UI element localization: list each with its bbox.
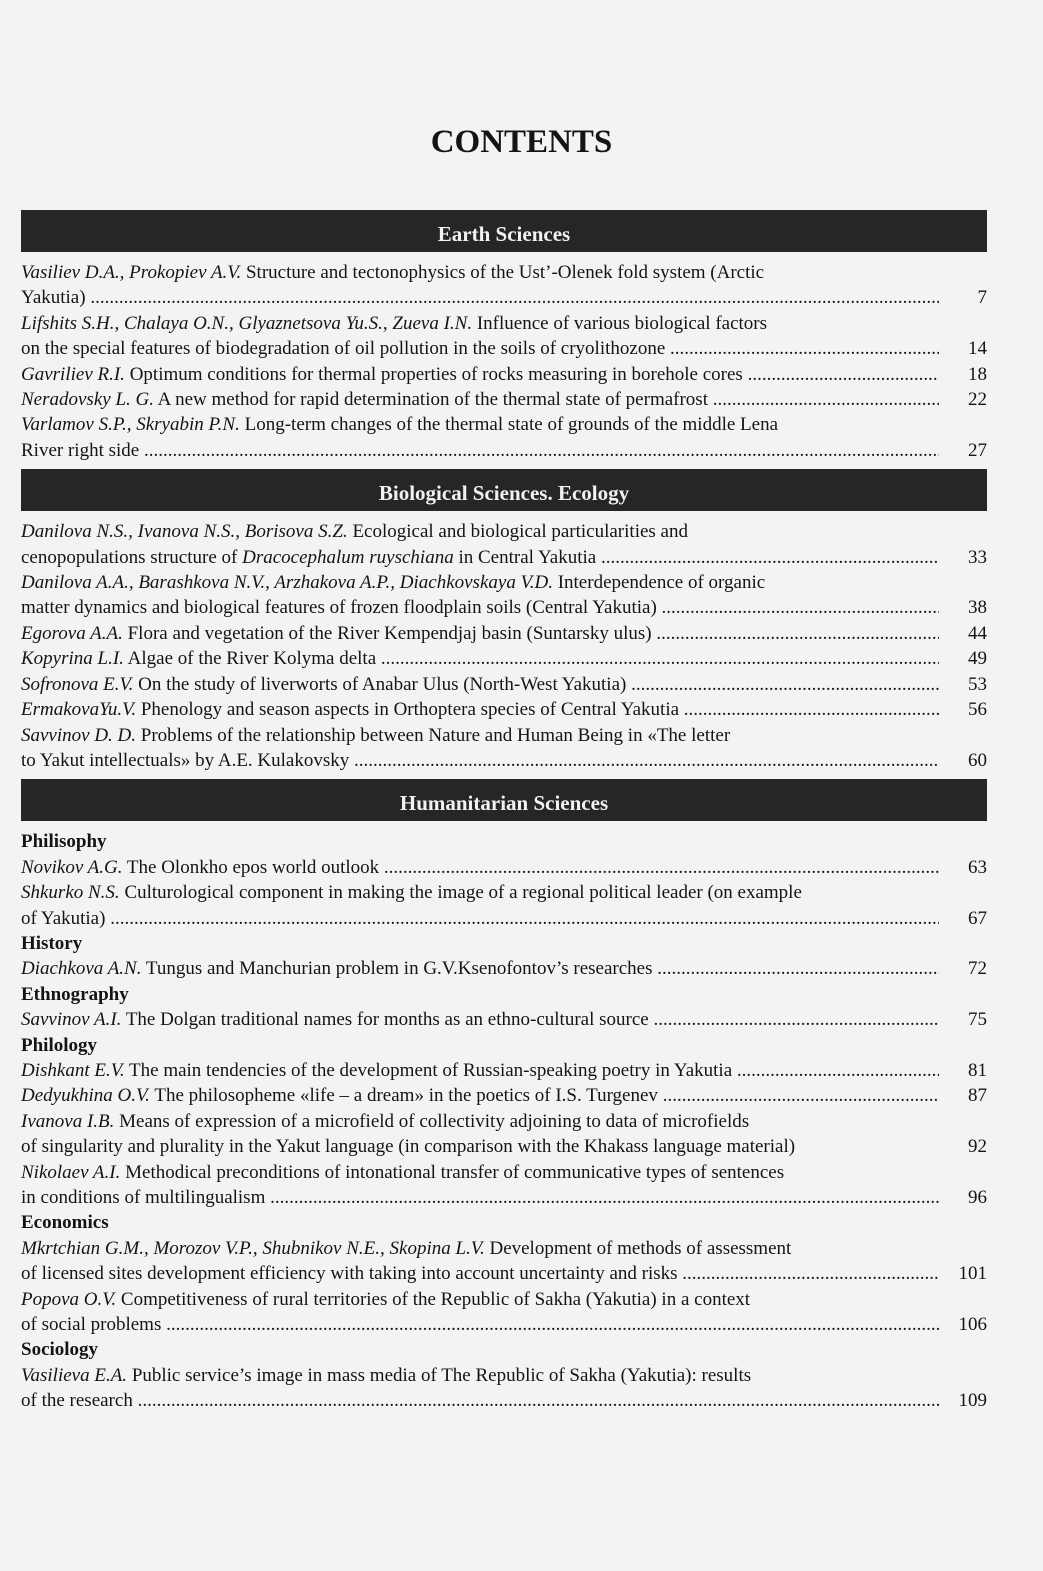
entry-authors: Mkrtchian G.M., Morozov V.P., Shubnikov N.E., Skopina L.V. <box>21 1237 485 1259</box>
toc-entry[interactable] <box>21 570 987 621</box>
entry-line: of singularity and plurality in the Yakut language (in comparison with the Khakass language material) <box>21 1136 796 1158</box>
entry-line: Savvinov D. D. Problems of the relationship between Nature and Human Being in «The letter <box>21 724 731 746</box>
subsection-heading: Philisophy <box>21 831 107 853</box>
page-number: 67 <box>968 907 987 929</box>
entry-line: Mkrtchian G.M., Morozov V.P., Shubnikov N.E., Skopina L.V. Development of methods of assessment <box>21 1237 792 1259</box>
entry-line: Yakutia) ..... <box>21 285 939 310</box>
page-number: 87 <box>968 1085 987 1107</box>
entry-line: ErmakovaYu.V. Phenology and season aspects in Orthoptera species of Central Yakutia ..... <box>21 697 939 722</box>
entry-line: Neradovsky L. G. A new method for rapid determination of the thermal state of permafrost ..... <box>21 387 939 412</box>
entry-line: of the research ..... <box>21 1388 939 1413</box>
entry-authors: Gavriliev R.I. <box>21 363 125 385</box>
toc-entry[interactable] <box>21 1160 987 1211</box>
toc-entry[interactable] <box>21 519 987 570</box>
entry-line: Shkurko N.S. Culturological component in making the image of a regional political leader (on example <box>21 882 802 904</box>
page-number: 72 <box>968 958 987 980</box>
toc-entry[interactable] <box>21 362 987 387</box>
entry-line: of licensed sites development efficiency with taking into account uncertainty and risks ..... <box>21 1261 939 1286</box>
entry-authors: Dishkant E.V. <box>21 1059 125 1081</box>
page-number: 92 <box>968 1136 987 1158</box>
entry-authors: Vasilieva E.A. <box>21 1364 128 1386</box>
page-number: 33 <box>968 546 987 568</box>
page-number: 56 <box>968 699 987 721</box>
section-header: Earth Sciences <box>21 210 987 252</box>
entry-line: Vasiliev D.A., Prokopiev A.V. Structure and tectonophysics of the Ust’-Olenek fold system (Arctic <box>21 262 765 283</box>
entry-line: Ivanova I.B. Means of expression of a microfield of collectivity adjoining to data of microfields <box>21 1110 750 1132</box>
page-number: 49 <box>968 648 987 670</box>
page-number: 18 <box>968 363 987 385</box>
entry-authors: Sofronova E.V. <box>21 673 134 695</box>
toc-entry[interactable] <box>21 1083 987 1108</box>
entry-line: Egorova A.A. Flora and vegetation of the River Kempendjaj basin (Suntarsky ulus) ..... <box>21 621 939 646</box>
entry-authors: Neradovsky L. G. <box>21 389 154 411</box>
page-number: 22 <box>968 389 987 411</box>
page-title: CONTENTS <box>430 124 613 160</box>
entry-line: Lifshits S.H., Chalaya O.N., Glyaznetsova Yu.S., Zueva I.N. Influence of various biological factors <box>21 312 768 334</box>
entry-line: Dedyukhina O.V. The philosopheme «life – a dream» in the poetics of I.S. Turgenev ..... <box>21 1083 939 1108</box>
toc-entry[interactable] <box>21 387 987 412</box>
toc-entry[interactable] <box>21 412 987 463</box>
page-number: 14 <box>968 338 987 360</box>
entry-line: Diachkova A.N. Tungus and Manchurian problem in G.V.Ksenofontov’s researches ..... <box>21 956 939 981</box>
page-number: 63 <box>968 856 987 878</box>
entry-authors: Diachkova A.N. <box>21 958 142 980</box>
entry-authors: Vasiliev D.A., Prokopiev A.V. <box>21 262 242 283</box>
entry-authors: Nikolaev A.I. <box>21 1161 121 1183</box>
entry-line: Popova O.V. Competitiveness of rural territories of the Republic of Sakha (Yakutia) in a context <box>21 1288 751 1310</box>
entry-line: Gavriliev R.I. Optimum conditions for thermal properties of rocks measuring in borehole cores ..... <box>21 362 939 387</box>
entry-line: on the special features of biodegradation of oil pollution in the soils of cryolithozone ..... <box>21 336 939 361</box>
page-number: 96 <box>968 1187 987 1208</box>
subsection-heading: Sociology <box>21 1339 99 1361</box>
entry-authors: Danilova A.A., Barashkova N.V., Arzhakova A.P., Diachkovskaya V.D. <box>21 572 553 594</box>
entry-line: Vasilieva E.A. Public service’s image in mass media of The Republic of Sakha (Yakutia): results <box>21 1364 752 1386</box>
entry-authors: Popova O.V. <box>21 1288 117 1310</box>
toc-entry[interactable] <box>21 697 987 722</box>
entry-line: cenopopulations structure of Dracocephalum ruyschiana in Central Yakutia ..... <box>21 545 939 570</box>
entry-line: in conditions of multilingualism ..... <box>21 1185 939 1210</box>
entry-line: to Yakut intellectuals» by A.E. Kulakovsky ..... <box>21 748 939 773</box>
entry-authors: Novikov A.G. <box>21 856 123 878</box>
entry-line: Savvinov A.I. The Dolgan traditional names for months as an ethno-cultural source ..... <box>21 1007 939 1032</box>
entry-line: Dishkant E.V. The main tendencies of the development of Russian-speaking poetry in Yakutia ..... <box>21 1058 939 1083</box>
toc-entry[interactable] <box>21 956 987 981</box>
toc-entry[interactable] <box>21 672 987 697</box>
subsection-heading: Economics <box>21 1212 109 1234</box>
section-header: Biological Sciences. Ecology <box>21 469 987 511</box>
toc-entry[interactable] <box>21 311 987 362</box>
entry-authors: ErmakovaYu.V. <box>21 699 137 721</box>
toc-entry[interactable] <box>21 1363 987 1414</box>
toc-entry[interactable] <box>21 723 987 774</box>
page-number: 38 <box>968 597 987 619</box>
page-number: 60 <box>968 749 987 771</box>
entry-authors: Varlamov S.P., Skryabin P.N. <box>21 414 240 436</box>
entry-line: Sofronova E.V. On the study of liverworts of Anabar Ulus (North-West Yakutia) ..... <box>21 672 939 697</box>
subsection-heading: History <box>21 932 83 954</box>
entry-authors: Danilova N.S., Ivanova N.S., Borisova S.Z. <box>21 521 348 543</box>
entry-authors: Savvinov D. D. <box>21 724 137 746</box>
toc-entry[interactable] <box>21 1236 987 1287</box>
entry-line: Novikov A.G. The Olonkho epos world outlook ..... <box>21 855 939 880</box>
toc-entry[interactable] <box>21 1058 987 1083</box>
entry-line: Varlamov S.P., Skryabin P.N. Long-term changes of the thermal state of grounds of the middle Lena <box>21 414 779 436</box>
entry-line: Nikolaev A.I. Methodical preconditions of intonational transfer of communicative types of sentences <box>21 1161 785 1183</box>
entry-authors: Kopyrina L.I. <box>21 648 124 670</box>
entry-line: Danilova N.S., Ivanova N.S., Borisova S.Z. Ecological and biological particularities and <box>21 521 688 543</box>
toc-entry[interactable] <box>21 646 987 671</box>
toc-entry[interactable] <box>21 1287 987 1338</box>
entry-authors: Savvinov A.I. <box>21 1009 122 1031</box>
toc-entry[interactable] <box>21 855 987 880</box>
entry-line: Kopyrina L.I. Algae of the River Kolyma delta ..... <box>21 646 939 671</box>
entry-line: of Yakutia) ..... <box>21 906 939 931</box>
entry-authors: Egorova A.A. <box>21 622 123 644</box>
page-number: 7 <box>977 287 987 309</box>
page-number: 53 <box>968 673 987 695</box>
subsection-heading: Philology <box>21 1034 98 1056</box>
page-number: 106 <box>958 1314 987 1336</box>
entry-line: of social problems ..... <box>21 1312 939 1337</box>
entry-line: matter dynamics and biological features of frozen floodplain soils (Central Yakutia) ..... <box>21 595 939 620</box>
entry-authors: Dedyukhina O.V. <box>21 1085 150 1107</box>
toc-entry[interactable] <box>21 880 987 931</box>
subsection-heading: Ethnography <box>21 983 129 1005</box>
toc-entry[interactable] <box>21 260 987 311</box>
page-number: 27 <box>968 439 987 461</box>
entry-line: River right side ..... <box>21 438 939 463</box>
entry-authors: Ivanova I.B. <box>21 1110 115 1132</box>
page-number: 44 <box>968 622 987 644</box>
toc-list <box>21 210 987 1414</box>
page-number: 75 <box>968 1009 987 1031</box>
toc-entry[interactable] <box>21 621 987 646</box>
entry-line: Danilova A.A., Barashkova N.V., Arzhakova A.P., Diachkovskaya V.D. Interdependence of organic <box>21 572 766 594</box>
toc-entry[interactable] <box>21 1007 987 1032</box>
page-number: 109 <box>958 1390 987 1412</box>
toc-entry[interactable] <box>21 1109 987 1160</box>
entry-authors: Shkurko N.S. <box>21 882 120 904</box>
entry-authors: Lifshits S.H., Chalaya O.N., Glyaznetsova Yu.S., Zueva I.N. <box>21 312 473 334</box>
page-number: 81 <box>968 1059 987 1081</box>
page-number: 101 <box>958 1263 987 1285</box>
section-header: Humanitarian Sciences <box>21 779 987 821</box>
